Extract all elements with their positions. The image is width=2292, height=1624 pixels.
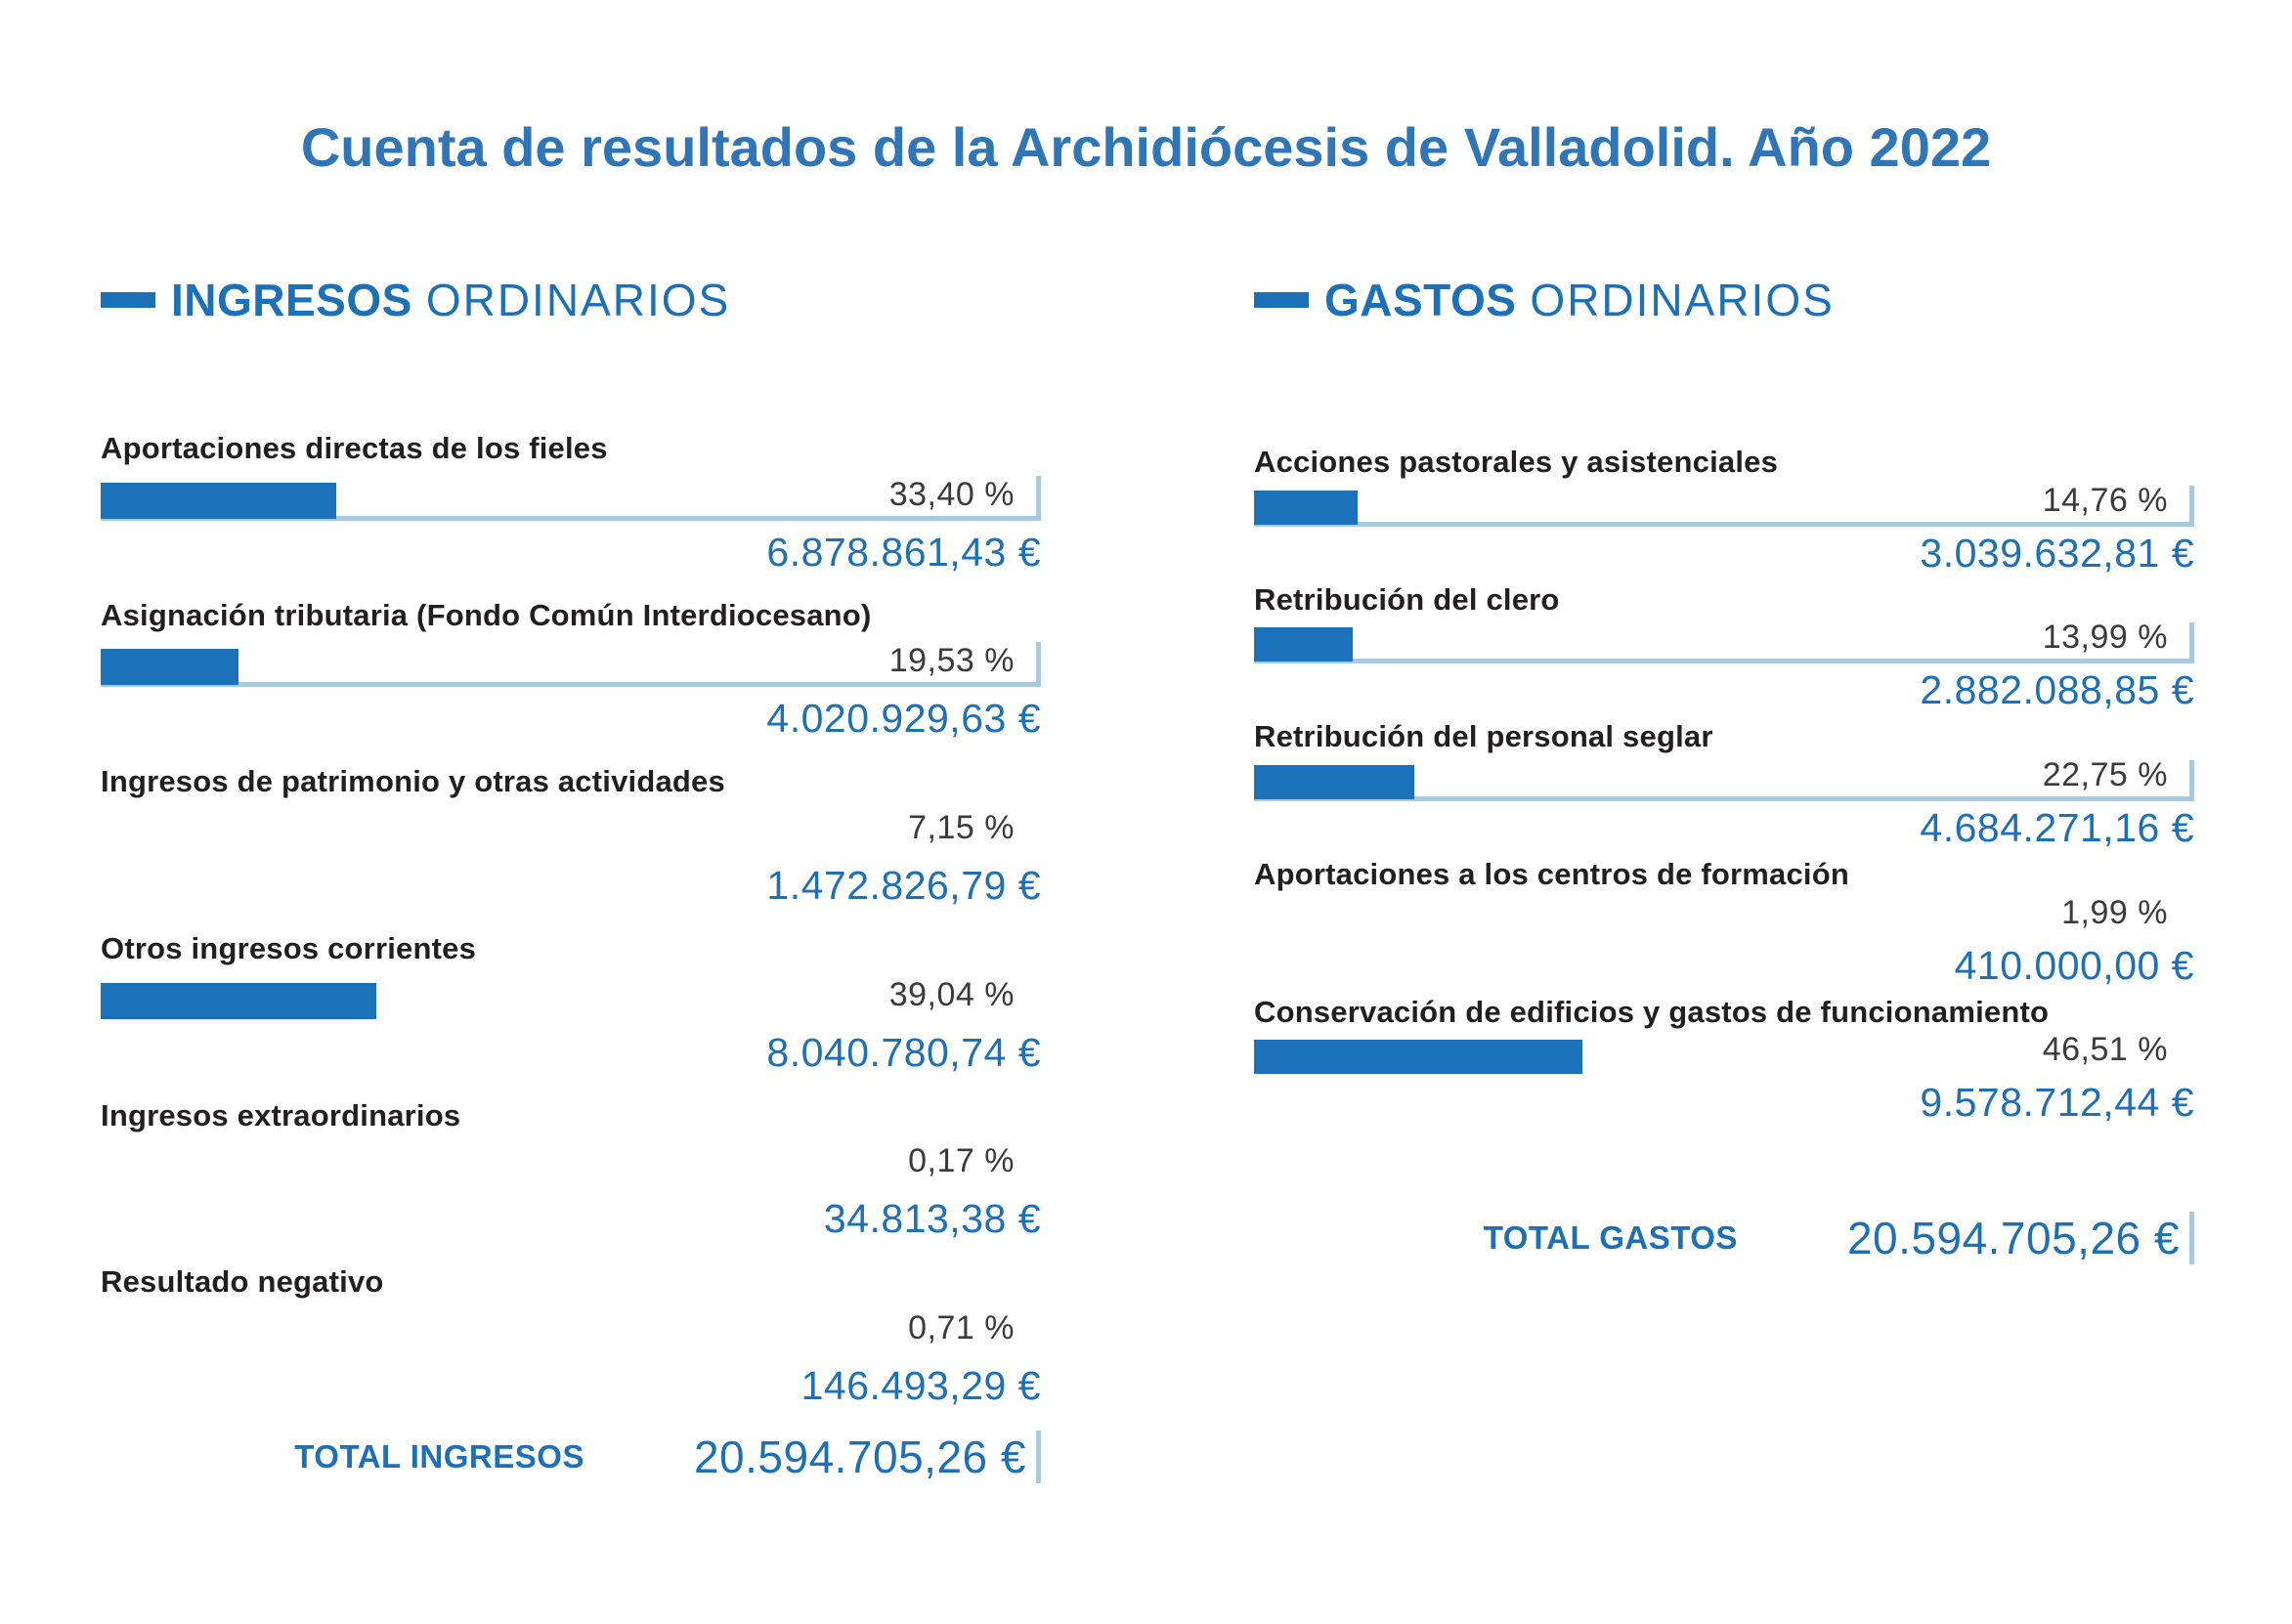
- gastos-items: [1254, 444, 2194, 1126]
- section-header-gastos: [1254, 274, 2194, 326]
- item-amount: 6.878.861,43 €: [766, 529, 1041, 575]
- item-percent: 1,99 %: [2061, 893, 2168, 931]
- item-label: Aportaciones directas de los fieles: [101, 431, 608, 465]
- item-amount: 146.493,29 €: [800, 1363, 1041, 1409]
- total-gastos-label: TOTAL GASTOS: [1483, 1219, 1738, 1257]
- section-title-bold: INGRESOS: [171, 275, 412, 325]
- list-item: [1254, 444, 2194, 577]
- section-header-ingresos: [101, 274, 1041, 326]
- list-item: [101, 930, 1041, 1076]
- total-gastos-value: 20.594.705,26 €: [1846, 1213, 2180, 1264]
- bar-row: [101, 809, 1041, 854]
- bar-end-tick: [2189, 486, 2194, 527]
- ingresos-items: [101, 430, 1041, 1409]
- bar-end-tick: [1036, 476, 1041, 521]
- ingresos-column: [101, 274, 1041, 1483]
- list-item: [101, 597, 1041, 743]
- list-item: [1254, 994, 2194, 1127]
- section-title-light: ORDINARIOS: [425, 275, 731, 325]
- item-percent: 19,53 %: [888, 642, 1015, 680]
- total-end-tick: [1036, 1431, 1041, 1483]
- section-title-light: ORDINARIOS: [1530, 275, 1835, 325]
- list-item: [1254, 856, 2194, 989]
- item-amount: 1.472.826,79 €: [766, 863, 1041, 909]
- item-percent: 22,75 %: [2042, 756, 2168, 794]
- section-title-bold: GASTOS: [1324, 275, 1517, 325]
- bar-fill: [101, 983, 376, 1019]
- item-percent: 7,15 %: [908, 809, 1015, 847]
- bar-row: [101, 1309, 1041, 1354]
- total-gastos-row: [1254, 1212, 2194, 1264]
- item-percent: 46,51 %: [2042, 1031, 2168, 1069]
- bar-row: [1254, 1031, 2194, 1076]
- item-percent: 14,76 %: [2042, 481, 2168, 519]
- bar-row: [1254, 481, 2194, 527]
- gastos-column: [1254, 274, 2194, 1264]
- section-dash-icon: [101, 292, 155, 308]
- item-label: Ingresos extraordinarios: [101, 1097, 461, 1133]
- bar-row: [101, 1142, 1041, 1187]
- total-ingresos-label: TOTAL INGRESOS: [294, 1437, 584, 1474]
- bar-fill: [1254, 765, 1414, 799]
- bar-row: [1254, 756, 2194, 801]
- list-item: [1254, 581, 2194, 714]
- bar-end-tick: [2189, 622, 2194, 663]
- bar-fill: [101, 649, 238, 685]
- bar-end-tick: [1036, 642, 1041, 687]
- total-ingresos-value: 20.594.705,26 €: [693, 1431, 1026, 1482]
- bar-row: [101, 476, 1041, 521]
- bar-row: [1254, 893, 2194, 939]
- bar-end-tick: [2189, 760, 2194, 801]
- item-percent: 39,04 %: [888, 975, 1015, 1013]
- item-percent: 0,71 %: [908, 1309, 1015, 1347]
- item-label: Resultado negativo: [101, 1264, 384, 1300]
- item-percent: 33,40 %: [888, 475, 1015, 513]
- total-ingresos-row: [101, 1431, 1041, 1483]
- list-item: [101, 1263, 1041, 1409]
- item-amount: 9.578.712,44 €: [1920, 1080, 2194, 1126]
- item-amount: 8.040.780,74 €: [766, 1029, 1041, 1075]
- item-percent: 0,17 %: [908, 1142, 1015, 1180]
- bar-fill: [101, 483, 336, 519]
- section-dash-icon: [1254, 292, 1309, 308]
- item-label: Aportaciones a los centros de formación: [1254, 856, 1850, 891]
- bar-fill: [1254, 491, 1358, 525]
- item-amount: 4.684.271,16 €: [1920, 805, 2194, 851]
- item-amount: 2.882.088,85 €: [1920, 667, 2194, 713]
- bar-row: [101, 642, 1041, 687]
- list-item: [1254, 718, 2194, 851]
- item-label: Asignación tributaria (Fondo Común Interdiocesano): [101, 597, 872, 632]
- bar-track: [1254, 522, 2194, 527]
- bar-fill: [1254, 627, 1353, 662]
- item-percent: 13,99 %: [2042, 619, 2168, 657]
- item-label: Retribución del clero: [1254, 581, 1560, 617]
- item-amount: 34.813,38 €: [823, 1196, 1041, 1242]
- list-item: [101, 430, 1041, 576]
- bar-fill: [1254, 1040, 1582, 1074]
- item-label: Retribución del personal seglar: [1254, 719, 1713, 754]
- bar-row: [101, 976, 1041, 1021]
- item-amount: 4.020.929,63 €: [766, 696, 1041, 742]
- list-item: [101, 1097, 1041, 1243]
- total-end-tick: [2189, 1212, 2194, 1264]
- bar-row: [1254, 619, 2194, 663]
- list-item: [101, 763, 1041, 909]
- item-amount: 410.000,00 €: [1954, 942, 2194, 988]
- bar-track: [101, 682, 1041, 687]
- item-label: Ingresos de patrimonio y otras actividades: [101, 764, 725, 799]
- item-label: Otros ingresos corrientes: [101, 930, 477, 965]
- page-title: Cuenta de resultados de la Archidiócesis de Valladolid. Año 2022: [300, 116, 1992, 178]
- item-amount: 3.039.632,81 €: [1920, 530, 2194, 576]
- item-label: Acciones pastorales y asistenciales: [1254, 445, 1779, 479]
- bar-track: [1254, 659, 2194, 663]
- item-label: Conservación de edificios y gastos de funcionamiento: [1254, 994, 2050, 1029]
